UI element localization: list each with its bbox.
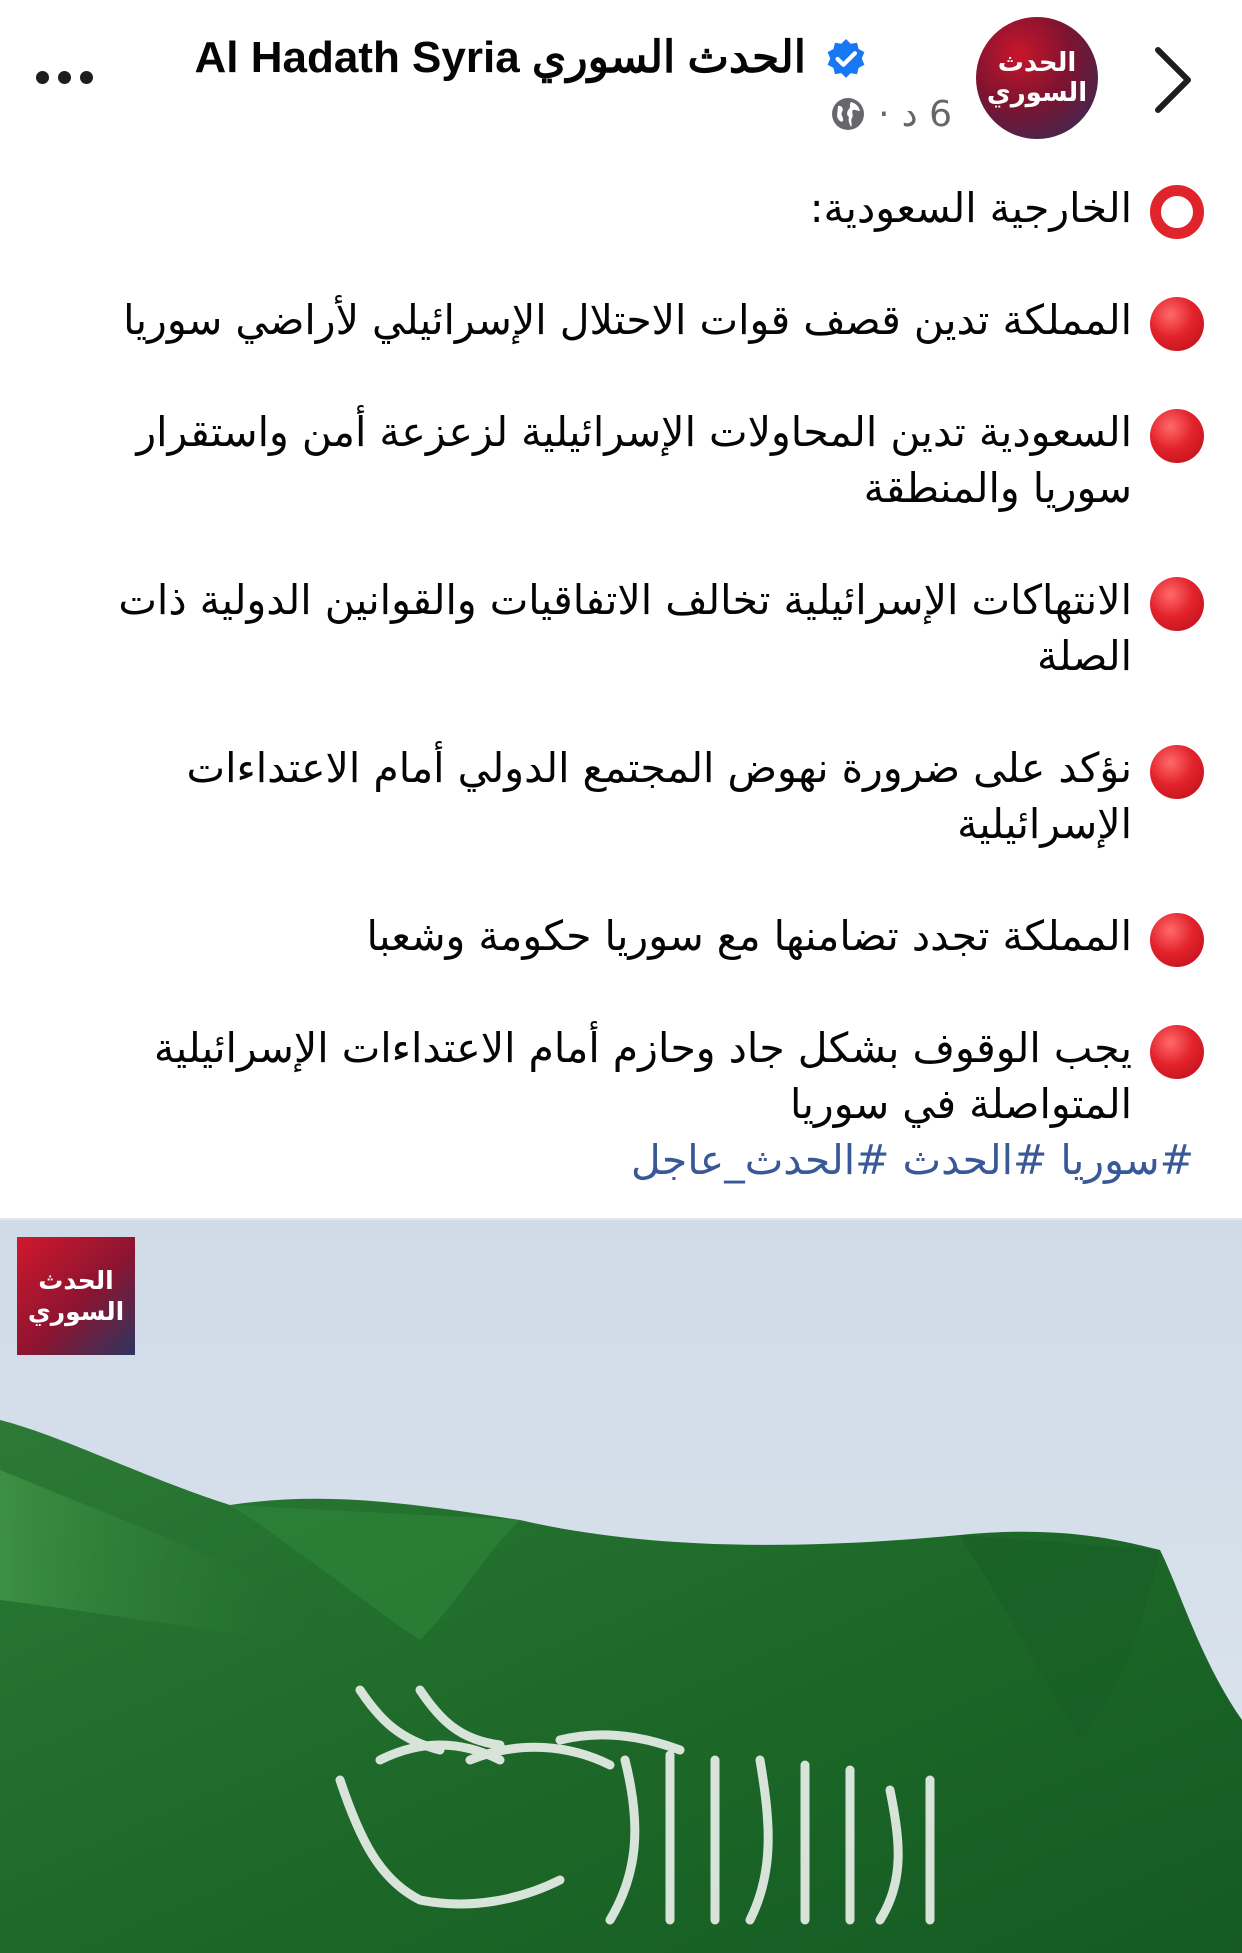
watermark-line1: الحدث — [38, 1266, 114, 1295]
page-avatar[interactable] — [976, 17, 1098, 139]
red-circle-icon — [1150, 913, 1204, 967]
globe-icon — [830, 96, 866, 132]
post-title: الخارجية السعودية: — [809, 184, 1132, 232]
avatar-text-line1: الحدث — [997, 48, 1077, 78]
list-item — [70, 572, 1204, 684]
meta-separator: · — [878, 93, 890, 135]
post-meta — [830, 92, 952, 136]
chevron-right-icon[interactable] — [1148, 40, 1198, 120]
post-timestamp[interactable]: 6 د — [901, 93, 952, 135]
list-item-text: الانتهاكات الإسرائيلية تخالف الاتفاقيات والقوانين الدولية ذات الصلة — [118, 576, 1132, 680]
red-circle-icon — [1150, 409, 1204, 463]
flag-inscription: لا إله إلا الله محمد رسول الله — [620, 1852, 742, 1863]
red-circle-icon — [1150, 745, 1204, 799]
list-item — [70, 292, 1204, 348]
watermark-logo — [17, 1237, 135, 1355]
list-item — [70, 740, 1204, 852]
hollow-red-circle-icon — [1150, 185, 1204, 239]
post-photo[interactable] — [0, 1220, 1242, 1953]
red-circle-icon — [1150, 577, 1204, 631]
red-circle-icon — [1150, 297, 1204, 351]
watermark-line2: السوري — [27, 1297, 125, 1326]
verified-badge-icon — [825, 38, 867, 80]
list-item-text: المملكة تدين قصف قوات الاحتلال الإسرائيلي لأراضي سوريا — [123, 296, 1132, 344]
list-item — [70, 1020, 1204, 1132]
more-options-icon[interactable] — [36, 60, 106, 94]
page-name[interactable]: الحدث السوري Al Hadath Syria — [194, 33, 806, 82]
saudi-flag-image — [0, 1220, 1242, 1953]
avatar-text-line2: السوري — [986, 78, 1088, 108]
post-title-line — [70, 180, 1204, 236]
list-item — [70, 908, 1204, 964]
post-text — [70, 180, 1204, 1188]
list-item-text: السعودية تدين المحاولات الإسرائيلية لزعزعة أمن واستقرار سوريا والمنطقة — [136, 408, 1132, 512]
post-header — [0, 0, 1242, 160]
list-item — [70, 404, 1204, 516]
list-item-text: نؤكد على ضرورة نهوض المجتمع الدولي أمام الاعتداءات الإسرائيلية — [186, 744, 1132, 848]
list-item-text: يجب الوقوف بشكل جاد وحازم أمام الاعتداءات الإسرائيلية المتواصلة في سوريا — [153, 1024, 1132, 1128]
hashtags-link[interactable]: #سوريا #الحدث #الحدث_عاجل — [630, 1136, 1194, 1184]
red-circle-icon — [1150, 1025, 1204, 1079]
list-item-text: المملكة تجدد تضامنها مع سوريا حكومة وشعبا — [366, 912, 1132, 960]
